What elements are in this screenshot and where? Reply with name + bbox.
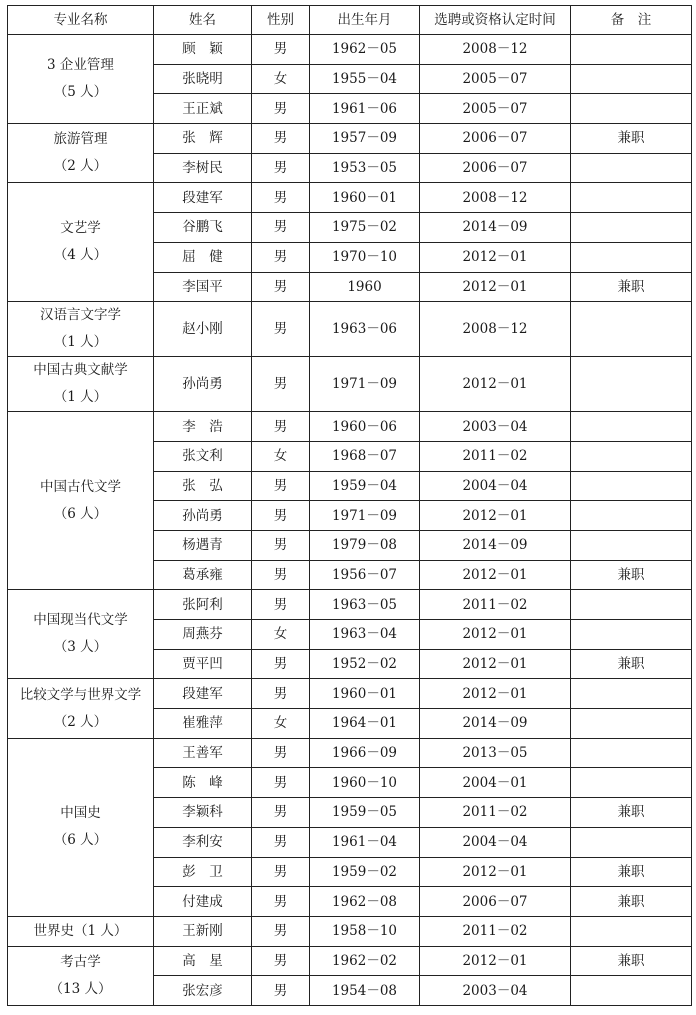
gender-cell: 男 <box>252 242 310 272</box>
birth-cell: 1962－05 <box>310 35 420 65</box>
name-cell: 段建军 <box>154 679 252 709</box>
major-name: 考古学 <box>60 953 101 970</box>
header-name: 姓名 <box>154 6 252 35</box>
name-cell: 崔雅萍 <box>154 709 252 739</box>
name-cell: 王正斌 <box>154 94 252 124</box>
gender-cell: 男 <box>252 857 310 887</box>
name-cell: 张阿利 <box>154 590 252 620</box>
table-body <box>8 35 692 1006</box>
birth-cell: 1959－04 <box>310 471 420 501</box>
header-note: 备 注 <box>571 6 692 35</box>
appointed-cell: 2004－04 <box>420 471 571 501</box>
gender-cell: 男 <box>252 530 310 560</box>
appointed-cell: 2014－09 <box>420 530 571 560</box>
major-name: 旅游管理 <box>53 131 108 148</box>
birth-cell: 1975－02 <box>310 213 420 243</box>
name-cell: 葛承雍 <box>154 560 252 590</box>
name-cell: 杨遇青 <box>154 530 252 560</box>
gender-cell: 男 <box>252 976 310 1006</box>
name-cell: 陈 峰 <box>154 768 252 798</box>
appointed-cell: 2012－01 <box>420 679 571 709</box>
gender-cell: 男 <box>252 649 310 679</box>
gender-cell: 男 <box>252 124 310 154</box>
birth-cell: 1956－07 <box>310 560 420 590</box>
name-cell: 李树民 <box>154 153 252 183</box>
gender-cell: 男 <box>252 501 310 531</box>
appointed-cell: 2012－01 <box>420 649 571 679</box>
major-cell <box>8 916 154 946</box>
note-cell <box>571 242 692 272</box>
birth-cell: 1979－08 <box>310 530 420 560</box>
note-cell: 兼职 <box>571 946 692 976</box>
header-gender: 性别 <box>252 6 310 35</box>
table-row <box>8 738 692 768</box>
gender-cell: 男 <box>252 35 310 65</box>
note-cell <box>571 916 692 946</box>
gender-cell: 男 <box>252 471 310 501</box>
note-cell <box>571 679 692 709</box>
major-count: （2 人） <box>53 158 108 175</box>
appointed-cell: 2008－12 <box>420 302 571 357</box>
major-count: （1 人） <box>53 389 108 406</box>
major-cell <box>8 357 154 412</box>
birth-cell: 1963－06 <box>310 302 420 357</box>
birth-cell: 1960－06 <box>310 412 420 442</box>
birth-cell: 1964－01 <box>310 709 420 739</box>
name-cell: 贾平凹 <box>154 649 252 679</box>
major-count: （6 人） <box>53 832 108 849</box>
name-cell: 李国平 <box>154 272 252 302</box>
gender-cell: 男 <box>252 357 310 412</box>
major-name: 汉语言文字学 <box>40 307 121 324</box>
birth-cell: 1962－08 <box>310 887 420 917</box>
major-count: （6 人） <box>53 505 108 522</box>
gender-cell: 女 <box>252 709 310 739</box>
note-cell <box>571 153 692 183</box>
name-cell: 张晓明 <box>154 64 252 94</box>
note-cell <box>571 827 692 857</box>
appointed-cell: 2006－07 <box>420 153 571 183</box>
note-cell <box>571 302 692 357</box>
birth-cell: 1960－10 <box>310 768 420 798</box>
gender-cell: 男 <box>252 946 310 976</box>
major-count: （5 人） <box>53 84 108 101</box>
gender-cell: 男 <box>252 94 310 124</box>
birth-cell: 1952－02 <box>310 649 420 679</box>
note-cell <box>571 768 692 798</box>
table-row <box>8 183 692 213</box>
header-major: 专业名称 <box>8 6 154 35</box>
birth-cell: 1962－02 <box>310 946 420 976</box>
major-name: 文艺学 <box>60 220 101 237</box>
gender-cell: 女 <box>252 441 310 471</box>
appointed-cell: 2012－01 <box>420 620 571 650</box>
appointed-cell: 2012－01 <box>420 501 571 531</box>
appointed-cell: 2004－04 <box>420 827 571 857</box>
birth-cell: 1954－08 <box>310 976 420 1006</box>
major-count: （4 人） <box>53 247 108 264</box>
birth-cell: 1968－07 <box>310 441 420 471</box>
appointed-cell: 2012－01 <box>420 560 571 590</box>
birth-cell: 1958－10 <box>310 916 420 946</box>
table-row <box>8 412 692 442</box>
major-name: 比较文学与世界文学 <box>19 686 142 703</box>
name-cell: 周燕芬 <box>154 620 252 650</box>
table-row <box>8 35 692 65</box>
table-row <box>8 679 692 709</box>
note-cell: 兼职 <box>571 649 692 679</box>
gender-cell: 男 <box>252 827 310 857</box>
note-cell: 兼职 <box>571 857 692 887</box>
major-cell <box>8 35 154 124</box>
appointed-cell: 2005－07 <box>420 94 571 124</box>
gender-cell: 男 <box>252 183 310 213</box>
appointed-cell: 2011－02 <box>420 590 571 620</box>
major-name: 中国现当代文学 <box>33 612 128 629</box>
birth-cell: 1971－09 <box>310 357 420 412</box>
appointed-cell: 2012－01 <box>420 272 571 302</box>
appointed-cell: 2012－01 <box>420 242 571 272</box>
appointed-cell: 2014－09 <box>420 709 571 739</box>
name-cell: 赵小刚 <box>154 302 252 357</box>
header-row <box>8 6 692 35</box>
name-cell: 李 浩 <box>154 412 252 442</box>
note-cell <box>571 441 692 471</box>
appointed-cell: 2008－12 <box>420 183 571 213</box>
major-cell <box>8 124 154 183</box>
note-cell: 兼职 <box>571 887 692 917</box>
appointed-cell: 2008－12 <box>420 35 571 65</box>
note-cell <box>571 709 692 739</box>
gender-cell: 男 <box>252 302 310 357</box>
appointed-cell: 2012－01 <box>420 946 571 976</box>
header-appointed: 选聘或资格认定时间 <box>420 6 571 35</box>
table-row <box>8 124 692 154</box>
birth-cell: 1959－02 <box>310 857 420 887</box>
note-cell <box>571 530 692 560</box>
birth-cell: 1961－04 <box>310 827 420 857</box>
appointed-cell: 2004－01 <box>420 768 571 798</box>
note-cell <box>571 213 692 243</box>
table-row <box>8 946 692 976</box>
note-cell <box>571 976 692 1006</box>
birth-cell: 1971－09 <box>310 501 420 531</box>
major-cell <box>8 412 154 590</box>
appointed-cell: 2012－01 <box>420 857 571 887</box>
table-row <box>8 916 692 946</box>
appointed-cell: 2011－02 <box>420 916 571 946</box>
name-cell: 谷鹏飞 <box>154 213 252 243</box>
appointed-cell: 2006－07 <box>420 124 571 154</box>
appointed-cell: 2011－02 <box>420 441 571 471</box>
major-name: 中国古典文献学 <box>33 362 128 379</box>
major-cell <box>8 679 154 738</box>
note-cell: 兼职 <box>571 560 692 590</box>
birth-cell: 1963－04 <box>310 620 420 650</box>
note-cell: 兼职 <box>571 272 692 302</box>
birth-cell: 1960－01 <box>310 183 420 213</box>
name-cell: 张 弘 <box>154 471 252 501</box>
name-cell: 顾 颖 <box>154 35 252 65</box>
birth-cell: 1966－09 <box>310 738 420 768</box>
major-count: （3 人） <box>53 639 108 656</box>
note-cell: 兼职 <box>571 124 692 154</box>
gender-cell: 男 <box>252 272 310 302</box>
note-cell <box>571 738 692 768</box>
name-cell: 付建成 <box>154 887 252 917</box>
note-cell <box>571 471 692 501</box>
name-cell: 王善军 <box>154 738 252 768</box>
name-cell: 屈 健 <box>154 242 252 272</box>
note-cell: 兼职 <box>571 798 692 828</box>
gender-cell: 男 <box>252 887 310 917</box>
note-cell <box>571 35 692 65</box>
name-cell: 孙尚勇 <box>154 357 252 412</box>
appointed-cell: 2003－04 <box>420 412 571 442</box>
appointed-cell: 2011－02 <box>420 798 571 828</box>
table-row <box>8 590 692 620</box>
gender-cell: 男 <box>252 738 310 768</box>
gender-cell: 男 <box>252 916 310 946</box>
note-cell <box>571 64 692 94</box>
note-cell <box>571 94 692 124</box>
name-cell: 张 辉 <box>154 124 252 154</box>
birth-cell: 1970－10 <box>310 242 420 272</box>
appointed-cell: 2003－04 <box>420 976 571 1006</box>
gender-cell: 男 <box>252 412 310 442</box>
name-cell: 孙尚勇 <box>154 501 252 531</box>
major-count: （2 人） <box>53 713 108 730</box>
name-cell: 高 星 <box>154 946 252 976</box>
gender-cell: 男 <box>252 590 310 620</box>
major-cell <box>8 738 154 916</box>
appointed-cell: 2005－07 <box>420 64 571 94</box>
appointed-cell: 2014－09 <box>420 213 571 243</box>
note-cell <box>571 183 692 213</box>
gender-cell: 女 <box>252 620 310 650</box>
birth-cell: 1955－04 <box>310 64 420 94</box>
major-name: 中国史 <box>60 805 101 822</box>
table-row <box>8 357 692 412</box>
major-name: 中国古代文学 <box>40 478 121 495</box>
major-name: 3 企业管理 <box>47 57 114 74</box>
name-cell: 李利安 <box>154 827 252 857</box>
name-cell: 李颖科 <box>154 798 252 828</box>
birth-cell: 1953－05 <box>310 153 420 183</box>
name-cell: 张文利 <box>154 441 252 471</box>
note-cell <box>571 620 692 650</box>
note-cell <box>571 501 692 531</box>
name-cell: 王新刚 <box>154 916 252 946</box>
supervisor-table <box>7 5 692 1006</box>
birth-cell: 1960－01 <box>310 679 420 709</box>
appointed-cell: 2013－05 <box>420 738 571 768</box>
birth-cell: 1960 <box>310 272 420 302</box>
major-cell <box>8 946 154 1005</box>
note-cell <box>571 412 692 442</box>
name-cell: 段建军 <box>154 183 252 213</box>
major-name: 世界史（1 人） <box>33 922 128 939</box>
gender-cell: 男 <box>252 153 310 183</box>
birth-cell: 1963－05 <box>310 590 420 620</box>
note-cell <box>571 590 692 620</box>
birth-cell: 1959－05 <box>310 798 420 828</box>
major-cell <box>8 302 154 357</box>
gender-cell: 男 <box>252 798 310 828</box>
header-birth: 出生年月 <box>310 6 420 35</box>
major-count: （13 人） <box>49 980 112 997</box>
table-row <box>8 302 692 357</box>
birth-cell: 1957－09 <box>310 124 420 154</box>
note-cell <box>571 357 692 412</box>
gender-cell: 男 <box>252 768 310 798</box>
name-cell: 彭 卫 <box>154 857 252 887</box>
gender-cell: 男 <box>252 560 310 590</box>
appointed-cell: 2006－07 <box>420 887 571 917</box>
gender-cell: 男 <box>252 213 310 243</box>
major-cell <box>8 183 154 302</box>
gender-cell: 男 <box>252 679 310 709</box>
name-cell: 张宏彦 <box>154 976 252 1006</box>
major-cell <box>8 590 154 679</box>
appointed-cell: 2012－01 <box>420 357 571 412</box>
birth-cell: 1961－06 <box>310 94 420 124</box>
gender-cell: 女 <box>252 64 310 94</box>
major-count: （1 人） <box>53 334 108 351</box>
